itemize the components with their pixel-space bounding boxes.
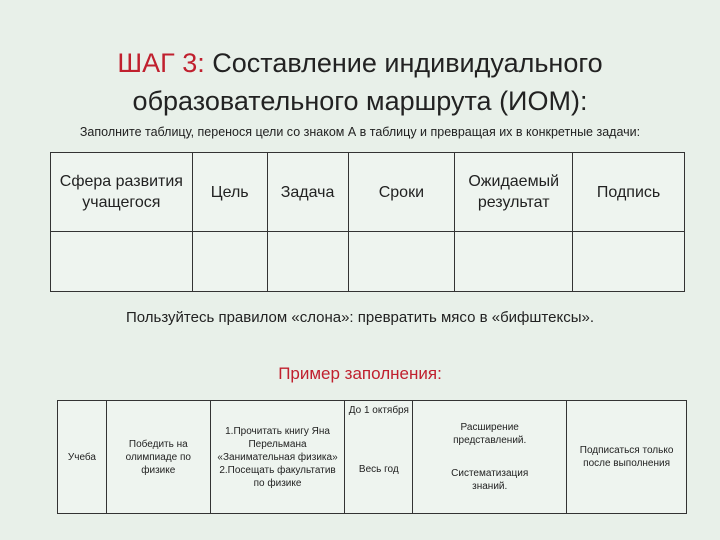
iom-table xyxy=(50,152,685,292)
example-task-1: 1.Прочитать книгу Яна Перельмана «Занимательная физика» xyxy=(217,425,338,463)
example-deadline-1: До 1 октября xyxy=(348,405,409,416)
iom-table-empty-row xyxy=(51,232,685,292)
page-title xyxy=(0,44,720,120)
empty-cell[interactable] xyxy=(51,232,193,292)
example-result-1: Расширение представлений. xyxy=(453,422,527,446)
title-line-2: образовательного маршрута (ИОМ): xyxy=(132,86,588,116)
instruction-text: Заполните таблицу, перенося цели со знаком А в таблицу и превращая их в конкретные задачи: xyxy=(79,125,641,139)
example-task xyxy=(210,401,345,514)
header-task: Задача xyxy=(267,153,348,232)
empty-cell[interactable] xyxy=(348,232,455,292)
example-title: Пример заполнения: xyxy=(278,364,442,383)
header-sphere: Сфера развития учащегося xyxy=(51,153,193,232)
header-goal: Цель xyxy=(192,153,267,232)
example-row xyxy=(58,401,687,514)
iom-table-header-row xyxy=(51,153,685,232)
example-result xyxy=(413,401,567,514)
header-signature: Подпись xyxy=(573,153,685,232)
example-deadline xyxy=(345,401,413,514)
step-label: ШАГ 3: xyxy=(117,48,205,78)
empty-cell[interactable] xyxy=(192,232,267,292)
empty-cell[interactable] xyxy=(455,232,573,292)
header-result: Ожидаемый результат xyxy=(455,153,573,232)
elephant-rule-text: Пользуйтесь правилом «слона»: превратить мясо в «бифштексы». xyxy=(125,309,595,326)
example-task-2: 2.Посещать факультатив по физике xyxy=(219,464,336,489)
example-signature: Подписаться только после выполнения xyxy=(567,401,687,514)
header-deadline: Сроки xyxy=(348,153,455,232)
title-line-1: Составление индивидуального xyxy=(212,48,603,78)
example-deadline-2: Весь год xyxy=(358,464,399,475)
example-goal: Победить на олимпиаде по физике xyxy=(106,401,210,514)
example-sphere: Учеба xyxy=(58,401,107,514)
example-table xyxy=(57,400,687,514)
empty-cell[interactable] xyxy=(573,232,685,292)
example-result-2: Систематизация знаний. xyxy=(451,468,529,492)
empty-cell[interactable] xyxy=(267,232,348,292)
